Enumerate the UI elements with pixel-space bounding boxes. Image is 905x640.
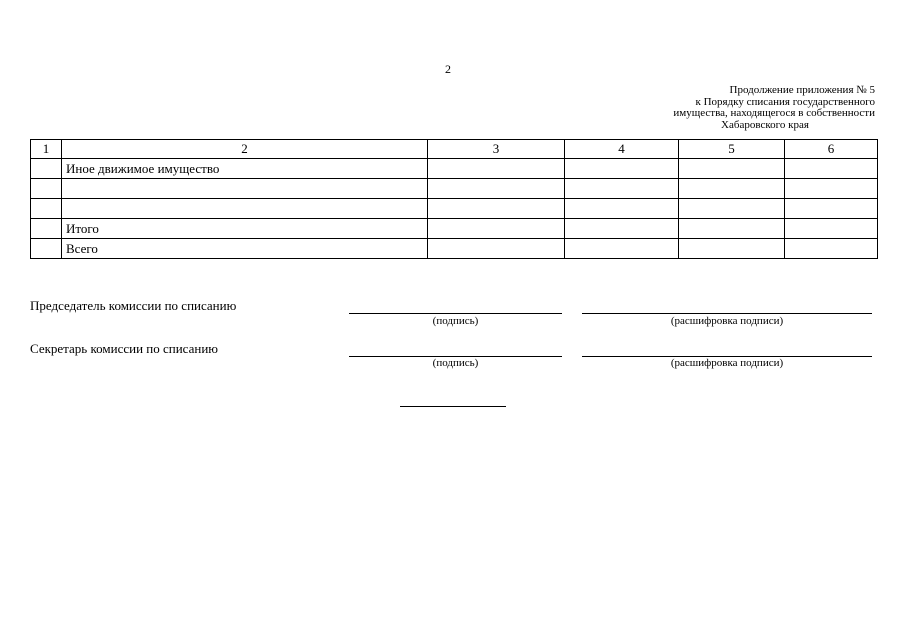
secretary-label: Секретарь комиссии по списанию	[30, 341, 218, 356]
table-cell: Итого	[62, 219, 428, 239]
table-cell	[428, 219, 565, 239]
table-cell	[565, 179, 679, 199]
appendix-line-1: Продолжение приложения № 5	[729, 84, 875, 96]
table-cell	[31, 199, 62, 219]
table-cell	[62, 199, 428, 219]
secretary-signature-caption: (подпись)	[432, 357, 479, 369]
appendix-line-3: имущества, находящегося в собственности	[673, 107, 875, 119]
chairman-label: Председатель комиссии по списанию	[30, 298, 237, 313]
table-row	[31, 199, 878, 219]
table-cell	[785, 219, 878, 239]
table-cell	[31, 179, 62, 199]
table-cell	[679, 219, 785, 239]
table-cell	[785, 239, 878, 259]
table-cell	[679, 199, 785, 219]
chairman-decoding-caption: (расшифровка подписи)	[670, 315, 784, 327]
table-cell	[785, 179, 878, 199]
secretary-decoding-caption: (расшифровка подписи)	[670, 357, 784, 369]
column-header: 2	[62, 140, 428, 159]
appendix-header	[615, 85, 875, 131]
table-cell	[62, 179, 428, 199]
chairman-signature-line	[349, 313, 562, 314]
table-row	[31, 159, 878, 179]
appendix-line-4: Хабаровского края	[721, 118, 809, 131]
property-table	[30, 139, 878, 259]
table-cell	[428, 179, 565, 199]
chairman-decoding-line	[582, 313, 872, 314]
table-cell	[565, 199, 679, 219]
column-header: 6	[785, 140, 878, 159]
table-cell: Иное движимое имущество	[62, 159, 428, 179]
end-divider	[400, 406, 506, 407]
column-header: 5	[679, 140, 785, 159]
column-header: 3	[428, 140, 565, 159]
table-cell	[679, 239, 785, 259]
table-row	[31, 239, 878, 259]
table-cell	[31, 239, 62, 259]
chairman-signature-caption: (подпись)	[432, 315, 479, 327]
table-cell	[565, 219, 679, 239]
table-cell	[679, 159, 785, 179]
table-cell	[565, 159, 679, 179]
table-cell	[428, 199, 565, 219]
table-cell	[785, 199, 878, 219]
table-cell	[428, 239, 565, 259]
column-header: 4	[565, 140, 679, 159]
table-cell	[679, 179, 785, 199]
table-cell	[785, 159, 878, 179]
table-cell	[428, 159, 565, 179]
table-cell	[31, 159, 62, 179]
column-header: 1	[31, 140, 62, 159]
table-cell	[31, 219, 62, 239]
page-number: 2	[445, 62, 451, 76]
table-cell: Всего	[62, 239, 428, 259]
table-cell	[565, 239, 679, 259]
table-row	[31, 179, 878, 199]
table-header-row	[31, 140, 878, 159]
table-row	[31, 219, 878, 239]
appendix-line-2: к Порядку списания государственного	[695, 95, 875, 108]
